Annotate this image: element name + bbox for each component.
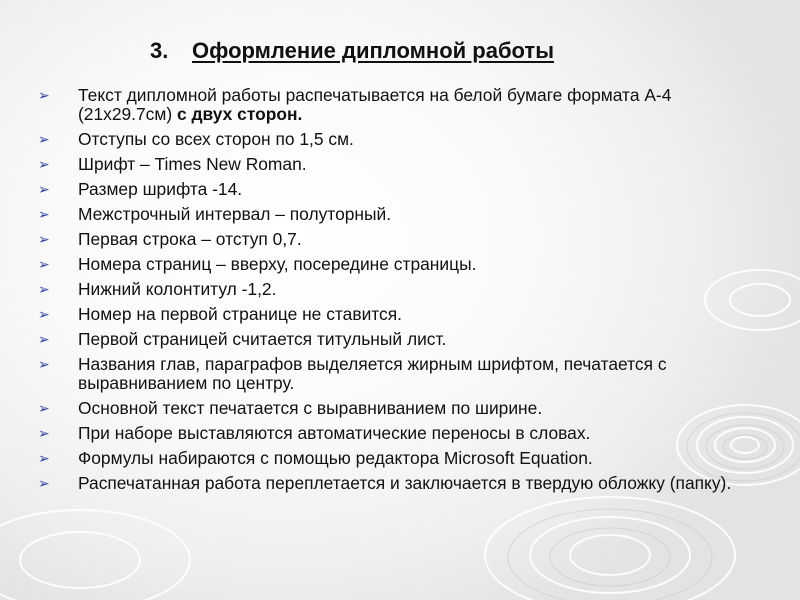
bullet-item (38, 86, 748, 124)
arrowhead-bullet-icon: ➢ (38, 450, 50, 466)
bullet-text-plain: Формулы набираются с помощью редактора Microsoft Equation. (78, 448, 593, 468)
bullet-text-plain: Номер на первой странице не ставится. (78, 304, 402, 324)
title-number: 3. (150, 38, 169, 63)
arrowhead-bullet-icon: ➢ (38, 400, 50, 416)
bullet-item (38, 399, 748, 418)
bullet-text (78, 230, 748, 249)
bullet-text (78, 474, 748, 493)
slide-title (150, 38, 554, 64)
bullet-item (38, 155, 748, 174)
bullet-item (38, 330, 748, 349)
bullet-item (38, 305, 748, 324)
bullet-text (78, 255, 748, 274)
arrowhead-bullet-icon: ➢ (38, 256, 50, 272)
bullet-item (38, 205, 748, 224)
bullet-text (78, 280, 748, 299)
bullet-item (38, 255, 748, 274)
bullet-text (78, 205, 748, 224)
bullet-text (78, 305, 748, 324)
bullet-text (78, 155, 748, 174)
bullet-text-plain: Шрифт – Times New Roman. (78, 154, 307, 174)
bullet-text (78, 180, 748, 199)
bullet-item (38, 280, 748, 299)
bullet-text-plain: Размер шрифта -14. (78, 179, 243, 199)
bullet-text (78, 424, 748, 443)
title-text: Оформление дипломной работы (192, 38, 554, 63)
arrowhead-bullet-icon: ➢ (38, 331, 50, 347)
bullet-text (78, 86, 748, 124)
arrowhead-bullet-icon: ➢ (38, 475, 50, 491)
bullet-text (78, 399, 748, 418)
bullet-text-plain: Межстрочный интервал – полуторный. (78, 204, 392, 224)
arrowhead-bullet-icon: ➢ (38, 425, 50, 441)
bullet-item (38, 180, 748, 199)
arrowhead-bullet-icon: ➢ (38, 206, 50, 222)
bullet-text-bold: с двух сторон. (176, 104, 303, 124)
bullet-text-plain: Первая строка – отступ 0,7. (78, 229, 302, 249)
arrowhead-bullet-icon: ➢ (38, 231, 50, 247)
arrowhead-bullet-icon: ➢ (38, 306, 50, 322)
bullet-item (38, 355, 748, 393)
bullet-text (78, 330, 748, 349)
bullet-text-plain: Основной текст печатается с выравниванием по ширине. (78, 398, 543, 418)
bullet-text-plain: При наборе выставляются автоматические переносы в словах. (78, 423, 591, 443)
bullet-list (38, 86, 748, 499)
bullet-text (78, 449, 748, 468)
bullet-text-plain: Названия глав, параграфов выделяется жирным шрифтом, печатается с выравниванием по центру. (78, 354, 667, 393)
arrowhead-bullet-icon: ➢ (38, 87, 50, 103)
bullet-text-plain: Отступы со всех сторон по 1,5 см. (78, 129, 354, 149)
bullet-item (38, 130, 748, 149)
arrowhead-bullet-icon: ➢ (38, 181, 50, 197)
bullet-text-plain: Номера страниц – вверху, посередине страницы. (78, 254, 477, 274)
bullet-text (78, 130, 748, 149)
bullet-text-plain: Первой страницей считается титульный лист. (78, 329, 447, 349)
bullet-text-plain: Нижний колонтитул -1,2. (78, 279, 277, 299)
arrowhead-bullet-icon: ➢ (38, 356, 50, 372)
bullet-item (38, 474, 748, 493)
bullet-item (38, 230, 748, 249)
arrowhead-bullet-icon: ➢ (38, 131, 50, 147)
arrowhead-bullet-icon: ➢ (38, 156, 50, 172)
arrowhead-bullet-icon: ➢ (38, 281, 50, 297)
bullet-text-plain: Распечатанная работа переплетается и заключается в твердую обложку (папку). (78, 473, 732, 493)
bullet-item (38, 424, 748, 443)
bullet-item (38, 449, 748, 468)
bullet-text-plain: Текст дипломной работы распечатывается на белой бумаге формата А-4 (21х29.7см) (78, 85, 672, 124)
bullet-text (78, 355, 748, 393)
